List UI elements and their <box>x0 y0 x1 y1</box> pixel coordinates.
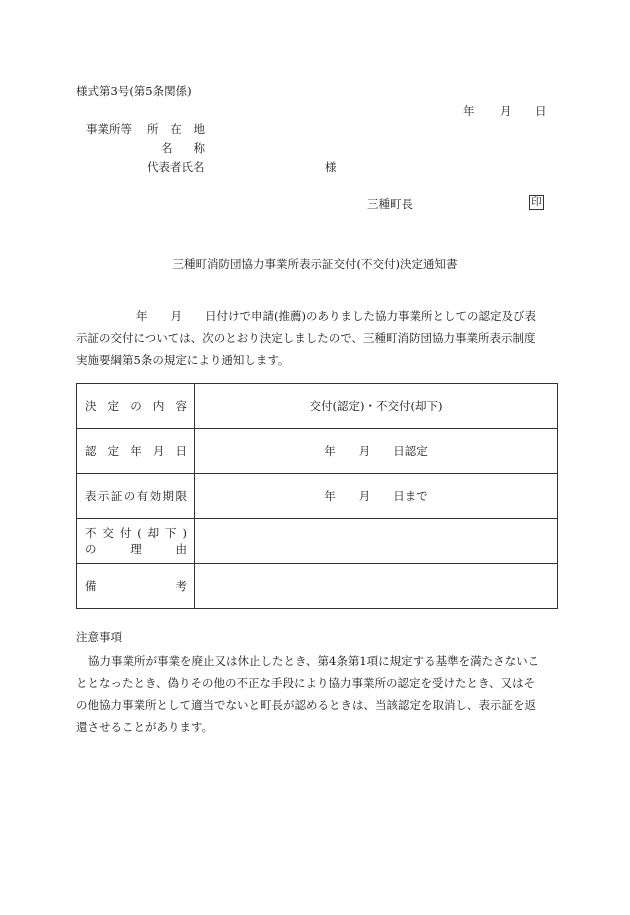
table-row <box>77 429 558 474</box>
notes-heading: 注意事項 <box>76 630 122 644</box>
decision-table <box>76 383 558 609</box>
notes-line-3: の他協力事業所として適当でないと町長が認めるときは、当該認定を取消し、表示証を返 <box>76 698 536 712</box>
representative-label: 代表者氏名 <box>147 160 205 174</box>
date-month: 月 <box>500 104 512 118</box>
table-row <box>77 474 558 519</box>
row-label-expiry: 表 示 証 の 有 効 期 限 <box>77 474 195 519</box>
row-value-approval-date: 年 月 日認定 <box>195 429 558 474</box>
notes-line-1: 協力事業所が事業を廃止又は休止したとき、第4条第1項に規定する基準を満たさないこ <box>88 654 540 668</box>
recipient-category: 事業所等 <box>86 122 132 136</box>
honorific: 様 <box>325 160 337 174</box>
notes-line-2: ととなったとき、偽りその他の不正な手段により協力事業所の認定を受けたとき、又はそ <box>76 676 536 690</box>
table-row <box>77 519 558 564</box>
row-label-remarks: 備 考 <box>77 564 195 609</box>
body-line-1: 年 月 日付けで申請(推薦)のありました協力事業所としての認定及び表 <box>136 309 536 323</box>
row-value-remarks <box>195 564 558 609</box>
seal-mark: 印 <box>529 195 544 210</box>
notes-line-4: 還させることがあります。 <box>76 720 214 734</box>
row-label-approval-date: 認 定 年 月 日 <box>77 429 195 474</box>
row-value-rejection-reason <box>195 519 558 564</box>
table-row <box>77 564 558 609</box>
sender-title: 三種町長 <box>367 197 413 211</box>
date-year: 年 <box>463 104 475 118</box>
document-title: 三種町消防団協力事業所表示証交付(不交付)決定通知書 <box>172 257 458 271</box>
row-value-expiry: 年 月 日まで <box>195 474 558 519</box>
row-label-rejection-reason: 不 交 付 ( 却 下 ) の 理 由 <box>77 519 195 564</box>
body-line-3: 実施要綱第5条の規定により通知します。 <box>76 353 290 367</box>
date-day: 日 <box>535 104 547 118</box>
row-label-decision: 決 定 の 内 容 <box>77 384 195 429</box>
notes-paragraph <box>76 650 558 738</box>
body-line-2: 示証の交付については、次のとおり決定しましたので、三種町消防団協力事業所表示制度 <box>76 331 536 345</box>
table-row <box>77 384 558 429</box>
body-paragraph <box>76 305 558 371</box>
row-value-decision: 交付(認定)・不交付(却下) <box>195 384 558 429</box>
address-label: 所 在 地 <box>147 122 205 136</box>
form-number: 様式第3号(第5条関係) <box>76 84 192 98</box>
name-label: 名 称 <box>161 141 205 155</box>
